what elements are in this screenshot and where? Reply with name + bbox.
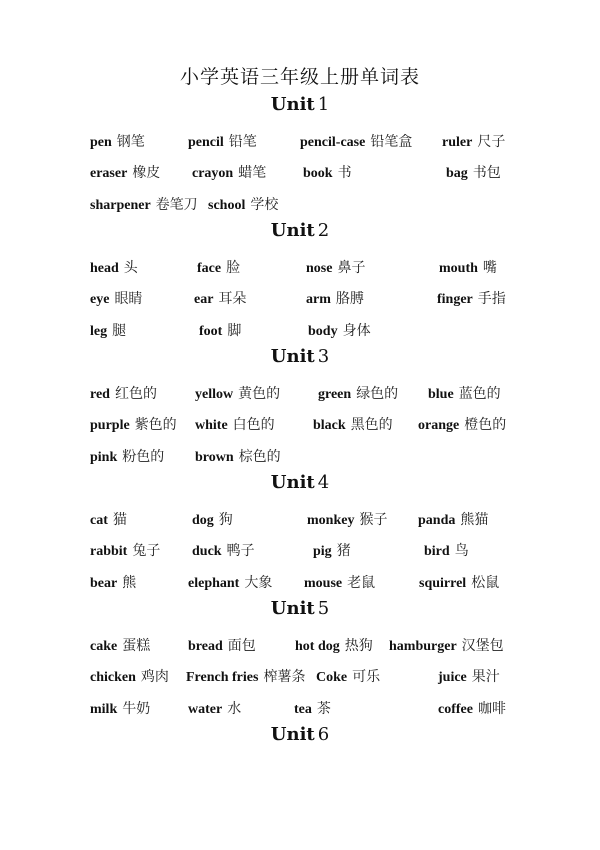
unit-label: Unit xyxy=(270,472,315,493)
chinese-meaning: 钢笔 xyxy=(116,134,145,150)
english-word: panda xyxy=(418,513,456,528)
vocab-entry xyxy=(186,666,305,686)
vocab-entry xyxy=(306,288,364,308)
vocab-entry xyxy=(195,383,280,403)
vocab-entry xyxy=(197,257,240,277)
english-word: bread xyxy=(188,639,223,654)
chinese-meaning: 尺子 xyxy=(477,134,506,150)
vocab-entry xyxy=(318,383,398,403)
chinese-meaning: 榨薯条 xyxy=(263,669,306,685)
chinese-meaning: 茶 xyxy=(316,701,331,717)
vocab-entry xyxy=(192,162,266,182)
chinese-meaning: 脚 xyxy=(227,323,242,339)
vocab-entry xyxy=(90,383,157,403)
english-word: finger xyxy=(437,292,473,307)
chinese-meaning: 鸡肉 xyxy=(140,669,169,685)
vocab-row xyxy=(0,414,600,436)
chinese-meaning: 鼻子 xyxy=(337,260,366,276)
english-word: pink xyxy=(90,450,118,465)
vocab-entry xyxy=(90,635,150,655)
vocab-entry xyxy=(295,635,373,655)
vocab-entry xyxy=(90,288,142,308)
chinese-meaning: 松鼠 xyxy=(471,575,500,591)
vocab-entry xyxy=(439,257,497,277)
chinese-meaning: 狗 xyxy=(218,512,233,528)
chinese-meaning: 老鼠 xyxy=(347,575,376,591)
chinese-meaning: 面包 xyxy=(227,638,256,654)
english-word: sharpener xyxy=(90,198,151,213)
english-word: French fries xyxy=(186,670,259,685)
english-word: eraser xyxy=(90,166,128,181)
vocab-entry xyxy=(192,509,233,529)
english-word: green xyxy=(318,387,352,402)
english-word: white xyxy=(195,418,228,433)
chinese-meaning: 橙色的 xyxy=(464,417,507,433)
chinese-meaning: 水 xyxy=(227,701,242,717)
vocab-entry xyxy=(188,131,257,151)
vocab-entry xyxy=(438,666,500,686)
english-word: water xyxy=(188,702,223,717)
english-word: juice xyxy=(438,670,467,685)
vocab-entry xyxy=(208,194,278,214)
english-word: foot xyxy=(199,324,223,339)
vocab-entry xyxy=(199,320,241,340)
vocab-entry xyxy=(313,414,393,434)
vocab-entry xyxy=(418,509,488,529)
unit-label: Unit xyxy=(270,220,315,241)
chinese-meaning: 学校 xyxy=(250,197,279,213)
english-word: brown xyxy=(195,450,234,465)
chinese-meaning: 书包 xyxy=(472,165,501,181)
chinese-meaning: 蛋糕 xyxy=(122,638,151,654)
english-word: book xyxy=(303,166,333,181)
chinese-meaning: 书 xyxy=(337,165,352,181)
vocab-entry xyxy=(303,162,352,182)
vocab-entry xyxy=(90,162,160,182)
vocab-row xyxy=(0,288,600,310)
vocab-row xyxy=(0,131,600,153)
english-word: eye xyxy=(90,292,110,307)
vocab-entry xyxy=(90,509,127,529)
vocab-entry xyxy=(90,666,169,686)
chinese-meaning: 白色的 xyxy=(232,417,275,433)
unit-heading xyxy=(0,220,600,241)
chinese-meaning: 咖啡 xyxy=(477,701,506,717)
unit-heading xyxy=(0,346,600,367)
vocab-entry xyxy=(389,635,504,655)
chinese-meaning: 卷笔刀 xyxy=(155,197,198,213)
chinese-meaning: 猫 xyxy=(112,512,127,528)
chinese-meaning: 橡皮 xyxy=(132,165,161,181)
english-word: pen xyxy=(90,135,112,150)
vocab-row xyxy=(0,540,600,562)
english-word: crayon xyxy=(192,166,234,181)
vocab-entry xyxy=(188,698,241,718)
vocab-entry xyxy=(418,414,506,434)
chinese-meaning: 红色的 xyxy=(114,386,157,402)
english-word: tea xyxy=(294,702,312,717)
english-word: hamburger xyxy=(389,639,457,654)
chinese-meaning: 鸭子 xyxy=(226,543,255,559)
vocab-entry xyxy=(188,635,256,655)
unit-label: Unit xyxy=(270,94,315,115)
unit-number: 4 xyxy=(317,472,330,493)
english-word: rabbit xyxy=(90,544,128,559)
english-word: ruler xyxy=(442,135,473,150)
unit-number: 5 xyxy=(317,598,330,619)
english-word: face xyxy=(197,261,222,276)
chinese-meaning: 嘴 xyxy=(482,260,497,276)
chinese-meaning: 黑色的 xyxy=(350,417,393,433)
chinese-meaning: 棕色的 xyxy=(238,449,281,465)
unit-label: Unit xyxy=(270,598,315,619)
chinese-meaning: 兔子 xyxy=(132,543,161,559)
vocab-row xyxy=(0,383,600,405)
chinese-meaning: 果汁 xyxy=(471,669,500,685)
chinese-meaning: 绿色的 xyxy=(356,386,399,402)
unit-number: 3 xyxy=(317,346,330,367)
english-word: purple xyxy=(90,418,130,433)
english-word: coffee xyxy=(438,702,473,717)
vocab-entry xyxy=(313,540,351,560)
vocab-entry xyxy=(304,572,375,592)
english-word: dog xyxy=(192,513,214,528)
vocab-entry xyxy=(306,257,365,277)
english-word: arm xyxy=(306,292,331,307)
english-word: head xyxy=(90,261,119,276)
english-word: pencil-case xyxy=(300,135,366,150)
unit-number: 2 xyxy=(317,220,330,241)
chinese-meaning: 铅笔 xyxy=(228,134,257,150)
vocab-entry xyxy=(194,288,246,308)
vocab-entry xyxy=(195,446,281,466)
english-word: ear xyxy=(194,292,214,307)
english-word: mouse xyxy=(304,576,343,591)
english-word: yellow xyxy=(195,387,234,402)
chinese-meaning: 手指 xyxy=(477,291,506,307)
vocab-entry xyxy=(442,131,505,151)
vocab-entry xyxy=(419,572,499,592)
chinese-meaning: 猴子 xyxy=(359,512,388,528)
chinese-meaning: 头 xyxy=(123,260,138,276)
english-word: bag xyxy=(446,166,468,181)
chinese-meaning: 黄色的 xyxy=(238,386,281,402)
unit-label: Unit xyxy=(270,346,315,367)
english-word: pig xyxy=(313,544,332,559)
unit-heading xyxy=(0,724,600,745)
chinese-meaning: 脸 xyxy=(226,260,241,276)
chinese-meaning: 身体 xyxy=(342,323,371,339)
vocab-entry xyxy=(307,509,387,529)
english-word: school xyxy=(208,198,246,213)
chinese-meaning: 铅笔盒 xyxy=(370,134,413,150)
unit-heading xyxy=(0,598,600,619)
chinese-meaning: 猪 xyxy=(336,543,351,559)
english-word: milk xyxy=(90,702,118,717)
vocab-entry xyxy=(90,131,145,151)
chinese-meaning: 熊 xyxy=(122,575,137,591)
chinese-meaning: 汉堡包 xyxy=(461,638,504,654)
english-word: black xyxy=(313,418,346,433)
vocab-entry xyxy=(90,446,164,466)
chinese-meaning: 粉色的 xyxy=(122,449,165,465)
chinese-meaning: 胳膊 xyxy=(335,291,364,307)
vocab-entry xyxy=(428,383,501,403)
vocab-entry xyxy=(90,414,177,434)
vocab-entry xyxy=(90,572,136,592)
vocab-entry xyxy=(437,288,506,308)
vocab-row xyxy=(0,162,600,184)
vocab-entry xyxy=(316,666,380,686)
chinese-meaning: 紫色的 xyxy=(134,417,177,433)
vocab-entry xyxy=(300,131,412,151)
vocab-entry xyxy=(294,698,331,718)
english-word: body xyxy=(308,324,338,339)
english-word: hot dog xyxy=(295,639,340,654)
english-word: red xyxy=(90,387,110,402)
vocab-entry xyxy=(188,572,272,592)
chinese-meaning: 牛奶 xyxy=(122,701,151,717)
english-word: bear xyxy=(90,576,118,591)
unit-heading xyxy=(0,472,600,493)
vocab-entry xyxy=(90,257,138,277)
unit-heading xyxy=(0,94,600,115)
english-word: chicken xyxy=(90,670,136,685)
vocab-row xyxy=(0,194,600,216)
vocab-row xyxy=(0,320,600,342)
page-title: 小学英语三年级上册单词表 xyxy=(179,66,420,88)
english-word: orange xyxy=(418,418,460,433)
english-word: monkey xyxy=(307,513,355,528)
english-word: cat xyxy=(90,513,108,528)
english-word: elephant xyxy=(188,576,240,591)
chinese-meaning: 蜡笔 xyxy=(238,165,267,181)
chinese-meaning: 熊猫 xyxy=(460,512,489,528)
vocab-row xyxy=(0,635,600,657)
english-word: mouth xyxy=(439,261,478,276)
vocab-entry xyxy=(446,162,501,182)
chinese-meaning: 蓝色的 xyxy=(458,386,501,402)
vocab-row xyxy=(0,446,600,468)
vocab-entry xyxy=(90,320,126,340)
english-word: nose xyxy=(306,261,333,276)
english-word: Coke xyxy=(316,670,348,685)
english-word: pencil xyxy=(188,135,224,150)
unit-number: 6 xyxy=(317,724,330,745)
chinese-meaning: 眼睛 xyxy=(114,291,143,307)
chinese-meaning: 耳朵 xyxy=(218,291,247,307)
vocab-entry xyxy=(438,698,506,718)
vocab-row xyxy=(0,666,600,688)
english-word: duck xyxy=(192,544,222,559)
chinese-meaning: 热狗 xyxy=(344,638,373,654)
english-word: cake xyxy=(90,639,118,654)
vocab-entry xyxy=(195,414,275,434)
vocab-row xyxy=(0,257,600,279)
chinese-meaning: 鸟 xyxy=(454,543,469,559)
english-word: squirrel xyxy=(419,576,467,591)
unit-number: 1 xyxy=(317,94,330,115)
english-word: leg xyxy=(90,324,108,339)
vocab-row xyxy=(0,698,600,720)
vocab-row xyxy=(0,509,600,531)
vocab-entry xyxy=(424,540,469,560)
vocab-entry xyxy=(308,320,371,340)
english-word: bird xyxy=(424,544,450,559)
chinese-meaning: 可乐 xyxy=(352,669,381,685)
vocab-entry xyxy=(192,540,255,560)
vocab-row xyxy=(0,572,600,594)
english-word: blue xyxy=(428,387,454,402)
unit-label: Unit xyxy=(270,724,315,745)
vocab-entry xyxy=(90,698,150,718)
chinese-meaning: 腿 xyxy=(112,323,127,339)
vocab-entry xyxy=(90,540,160,560)
chinese-meaning: 大象 xyxy=(244,575,273,591)
vocab-entry xyxy=(90,194,198,214)
